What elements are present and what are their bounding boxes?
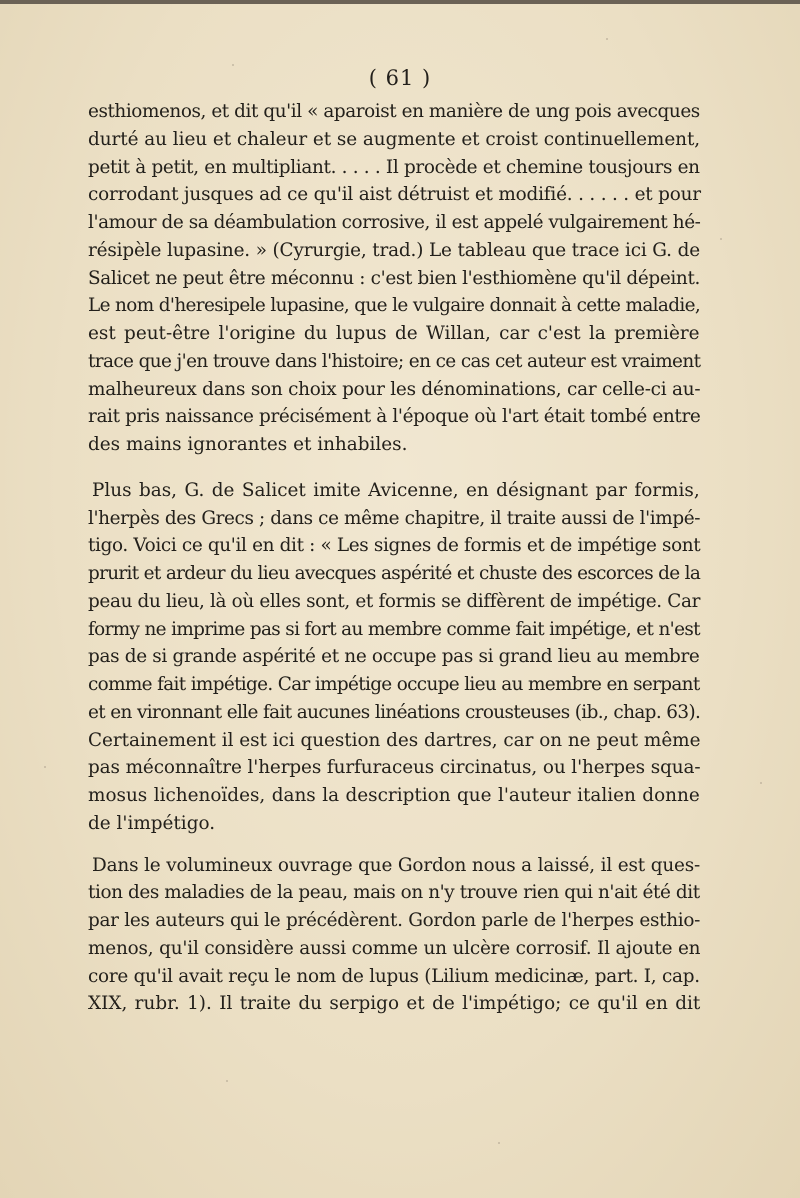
text-line: prurit et ardeur du lieu avecques aspérité et chuste des escorces de la <box>88 563 701 584</box>
paper-speck <box>606 38 608 40</box>
text-line: core qu'il avait reçu le nom de lupus (Lilium medicinæ, part. I, cap. <box>88 965 700 987</box>
paper-speck <box>232 64 234 66</box>
text-line: tion des maladies de la peau, mais on n'y trouve rien qui n'ait été dit <box>88 882 700 904</box>
paragraph-1 <box>88 98 700 459</box>
text-line: formy ne imprime pas si fort au membre comme fait impétige, et n'est <box>88 618 700 640</box>
text-line: est peut-être l'origine du lupus de Willan, car c'est la première <box>88 323 700 344</box>
paper-speck <box>760 782 762 784</box>
text-line: Dans le volumineux ouvrage que Gordon nous a laissé, il est ques- <box>92 854 701 876</box>
text-line: par les auteurs qui le précédèrent. Gordon parle de l'herpes esthio- <box>88 910 701 931</box>
paper-speck <box>226 1080 228 1082</box>
top-border-rule <box>0 0 800 4</box>
text-line: résipèle lupasine. » (Cyrurgie, trad.) Le tableau que trace ici G. de <box>88 239 700 261</box>
paragraph-3 <box>88 852 700 1019</box>
text-line: corrodant jusques ad ce qu'il aist détruist et modifié. . . . . . et pour <box>88 184 701 206</box>
text-line: menos, qu'il considère aussi comme un ulcère corrosif. Il ajoute en <box>88 937 701 959</box>
text-line: de l'impétigo. <box>88 812 216 834</box>
text-line: mosus lichenoïdes, dans la description que l'auteur italien donne <box>88 785 700 806</box>
text-line: l'herpès des Grecs ; dans ce même chapitre, il traite aussi de l'impé- <box>88 507 701 529</box>
text-line: Certainement il est ici question des dartres, car on ne peut même <box>88 729 701 751</box>
text-line: et en vironnant elle fait aucunes linéations crousteuses (ib., chap. 63). <box>88 701 701 723</box>
text-line: esthiomenos, et dit qu'il « aparoist en manière de ung pois avecques <box>88 101 700 122</box>
text-line: des mains ignorantes et inhabiles. <box>88 434 408 455</box>
paper-speck <box>498 1142 500 1144</box>
text-line: pas de si grande aspérité et ne occupe pas si grand lieu au membre <box>88 646 700 668</box>
paper-speck <box>44 766 46 768</box>
text-line: l'amour de sa déambulation corrosive, il est appelé vulgairement hé- <box>88 212 701 233</box>
text-line: trace que j'en trouve dans l'histoire; en ce cas cet auteur est vraiment <box>88 350 701 372</box>
text-line: XIX, rubr. 1). Il traite du serpigo et de l'impétigo; ce qu'il en dit <box>88 993 701 1015</box>
body-text <box>88 98 700 1018</box>
text-line: Plus bas, G. de Salicet imite Avicenne, en désignant par formis, <box>92 479 700 501</box>
paper-speck <box>720 238 722 240</box>
text-line: Le nom d'heresipele lupasine, que le vulgaire donnait à cette maladie, <box>88 295 701 317</box>
text-line: Salicet ne peut être méconnu : c'est bien l'esthiomène qu'il dépeint. <box>88 267 701 289</box>
text-line: malheureux dans son choix pour les dénominations, car celle-ci au- <box>88 378 701 400</box>
text-line: durté au lieu et chaleur et se augmente et croist continuellement, <box>88 128 701 150</box>
text-line: peau du lieu, là où elles sont, et formis se diffèrent de impétige. Car <box>88 590 701 612</box>
text-line: tigo. Voici ce qu'il en dit : « Les signes de formis et de impétige sont <box>88 535 701 557</box>
text-line: petit à petit, en multipliant. . . . . Il procède et chemine tousjours en <box>88 156 700 178</box>
text-line: rait pris naissance précisément à l'époque où l'art était tombé entre <box>88 406 701 428</box>
text-line: comme fait impétige. Car impétige occupe lieu au membre en serpant <box>88 674 700 695</box>
text-line: pas méconnaître l'herpes furfuraceus circinatus, ou l'herpes squa- <box>88 757 701 779</box>
paragraph-2 <box>88 477 700 838</box>
page-number: ( 61 ) <box>368 66 432 90</box>
